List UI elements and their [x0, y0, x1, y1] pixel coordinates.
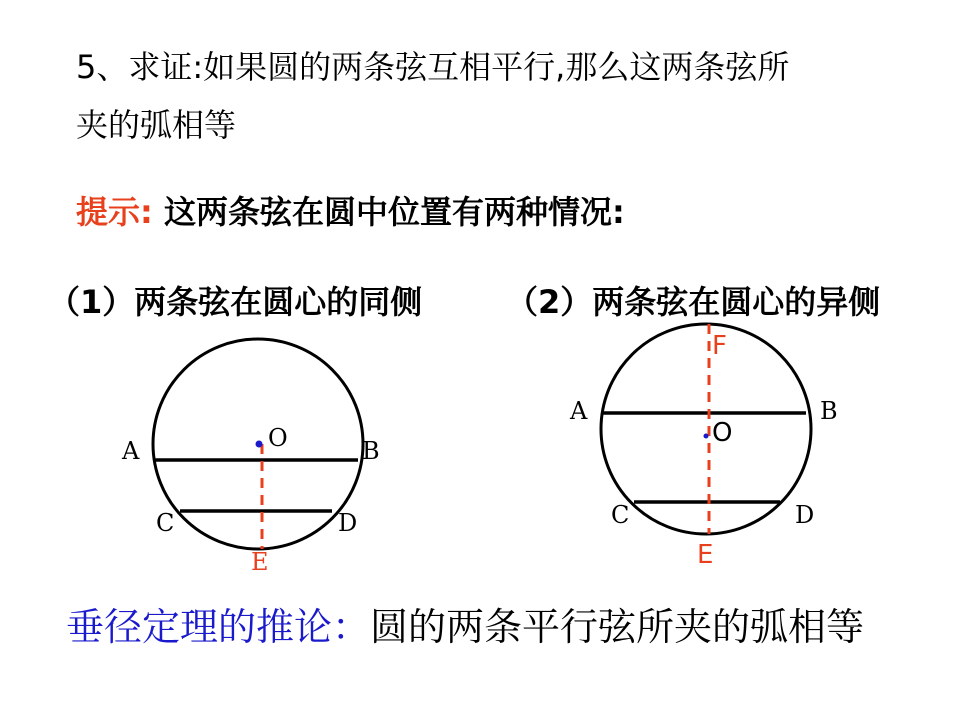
figure2-center-dot	[704, 434, 709, 439]
figure2-label-d: D	[795, 501, 815, 529]
figure2-label-o: O	[712, 418, 733, 448]
figure1-label-e: E	[251, 548, 269, 576]
theorem-conclusion	[66, 600, 864, 654]
figure1-center-dot	[256, 441, 263, 448]
figure1-label-o: O	[268, 424, 288, 452]
figure1-label-c: C	[156, 509, 175, 537]
figure-same-side	[121, 339, 380, 576]
case-2-caption: （2）两条弦在圆心的异侧	[506, 283, 881, 321]
problem-line-1: 5、求证:如果圆的两条弦互相平行,那么这两条弦所	[76, 48, 790, 86]
figure1-label-b: B	[362, 437, 380, 465]
theorem-text: 圆的两条平行弦所夹的弧相等	[370, 605, 865, 649]
hint-label: 提示:	[76, 193, 153, 231]
figure1-label-a: A	[122, 437, 140, 465]
hint-text: 这两条弦在圆中位置有两种情况:	[152, 193, 625, 231]
theorem-label: 垂径定理的推论：	[66, 605, 371, 649]
figure2-label-a: A	[570, 397, 588, 425]
figure2-label-b: B	[820, 397, 838, 425]
figure2-label-c: C	[611, 501, 630, 529]
figure2-label-f: F	[712, 331, 727, 361]
case-1-caption: （1）两条弦在圆心的同侧	[48, 283, 423, 321]
figure2-label-e: E	[697, 540, 714, 570]
problem-line-2: 夹的弧相等	[76, 106, 237, 144]
figure-opposite-side	[569, 324, 838, 570]
figure1-label-d: D	[338, 509, 358, 537]
